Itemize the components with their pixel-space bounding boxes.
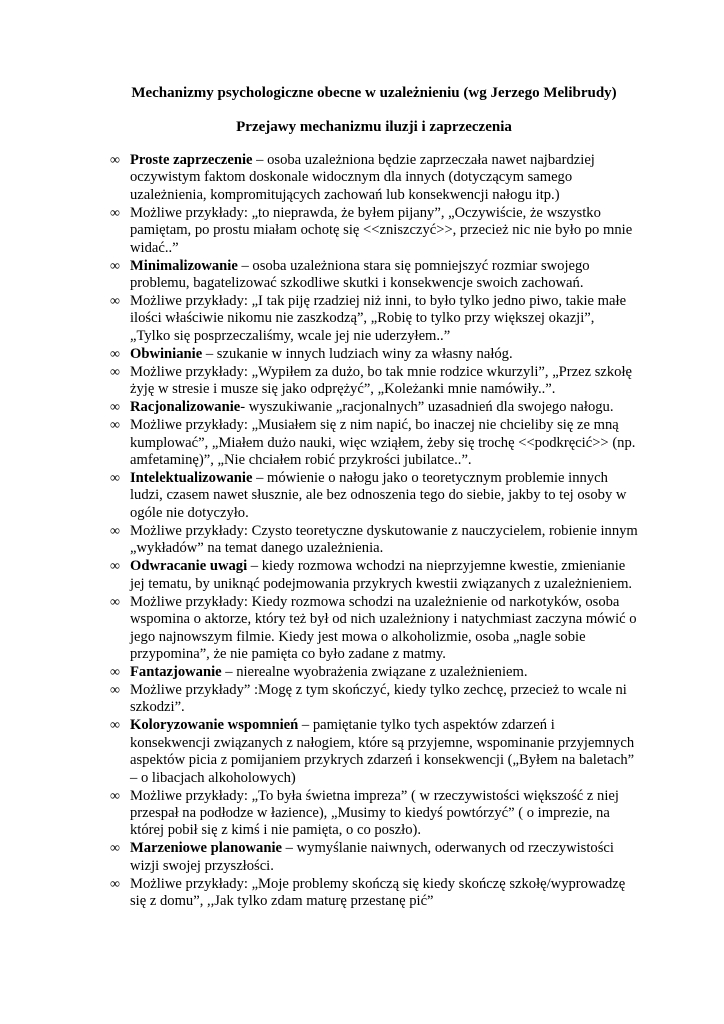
document-subtitle: Przejawy mechanizmu iluzji i zaprzeczenia	[236, 119, 512, 135]
mechanism-definition	[110, 840, 638, 875]
item-text: Możliwe przykłady: „Moje problemy skończą się kiedy skończę szkołę/wyprowadzę się z domu”, ,,Jak tylko zdam maturę przestanę pić”	[130, 875, 626, 910]
mechanism-example	[110, 523, 638, 558]
item-text: Możliwe przykłady: „To była świetna impreza” ( w rzeczywistości większość z niej przespał na podłodze w łazience), „Musimy to kiedyś powtórzyć” ( o imprezie, na której pobił się z kimś i nie pamięta, o co poszło).	[130, 787, 619, 839]
mechanism-example	[110, 788, 638, 840]
item-text: – pamiętanie tylko tych aspektów zdarzeń i konsekwencji związanych z nałogiem, które są przyjemne, wspominanie przyjemnych aspektów picia z pomijaniem przykrych zdarzeń i konsekwencji („Byłem na baletach” – o libacjach alkoholowych)	[130, 717, 635, 786]
infinity-bullet-icon: ∞	[110, 400, 120, 416]
infinity-bullet-icon: ∞	[110, 258, 120, 274]
mechanism-example	[110, 293, 638, 345]
item-text: – wymyślanie naiwnych, oderwanych od rzeczywistości wizji swojej przyszłości.	[130, 840, 614, 874]
mechanism-definition	[110, 470, 638, 522]
item-text: Możliwe przykłady: „Musiałem się z nim napić, bo inaczej nie chcieliby się ze mną kumplować”, „Miałem dużo nauki, więc wziąłem, żeby się trochę <<podkręcić>> (np. amfetaminę)”, „Nie chciałem robić przykrości jubilatce..”.	[130, 417, 636, 469]
item-text: – osoba uzależniona stara się pomniejszyć rozmiar swojego problemu, bagatelizować szkodliwe skutki i konsekwencje swoich zachowań.	[130, 257, 590, 292]
item-text: Możliwe przykłady” :Mogę z tym skończyć, kiedy tylko zechcę, przecież to wcale ni szkodzi”.	[130, 681, 627, 716]
mechanism-definition	[110, 664, 638, 681]
mechanism-example	[110, 594, 638, 664]
mechanism-definition	[110, 558, 638, 593]
infinity-bullet-icon: ∞	[110, 664, 120, 680]
mechanism-term: Proste zaprzeczenie	[130, 152, 253, 168]
infinity-bullet-icon: ∞	[110, 364, 120, 380]
item-text: Możliwe przykłady: „I tak piję rzadziej niż inni, to było tylko jedno piwo, takie małe ilości właściwie nikomu nie zaszkodzą”, „Robię to tylko przy większej okazji”, „Tylko się posprzeczaliśmy, wcale jej nie uderzyłem..”	[130, 293, 627, 344]
infinity-bullet-icon: ∞	[110, 841, 120, 857]
mechanism-example	[110, 876, 638, 911]
infinity-bullet-icon: ∞	[110, 559, 120, 575]
mechanism-term: Odwracanie uwagi	[130, 558, 248, 575]
item-text: Możliwe przykłady: Czysto teoretyczne dyskutowanie z nauczycielem, robienie innym „wykładów” na temat danego uzależnienia.	[130, 522, 638, 557]
infinity-bullet-icon: ∞	[110, 788, 120, 804]
infinity-bullet-icon: ∞	[110, 418, 120, 434]
item-text: – mówienie o nałogu jako o teoretycznym problemie innych ludzi, czasem nawet słusznie, ale bez odnoszenia tego do siebie, jakby to tej osoby w ogóle nie dotyczyło.	[130, 470, 627, 521]
mechanism-definition	[110, 717, 638, 787]
item-text: – nierealne wyobrażenia związane z uzależnieniem.	[221, 663, 528, 680]
mechanism-definition	[110, 346, 638, 363]
mechanism-example	[110, 682, 638, 717]
mechanism-term: Koloryzowanie wspomnień	[130, 717, 299, 734]
mechanism-definition	[110, 258, 638, 293]
infinity-bullet-icon: ∞	[110, 682, 120, 698]
mechanism-list	[110, 152, 638, 911]
item-text: Możliwe przykłady: „Wypiłem za dużo, bo tak mnie rodzice wkurzyli”, „Przez szkołę żyję w stresie i musze się jako odprężyć”, „Koleżanki mnie namówiły..”.	[130, 363, 633, 398]
infinity-bullet-icon: ∞	[110, 346, 120, 362]
infinity-bullet-icon: ∞	[110, 205, 120, 221]
mechanism-term: Intelektualizowanie	[130, 470, 253, 487]
item-text: Możliwe przykłady: „to nieprawda, że byłem pijany”, „Oczywiście, że wszystko pamiętam, po prostu miałam ochotę się <<zniszczyć>>, przecież nic nie było po mnie widać..”	[130, 204, 633, 256]
infinity-bullet-icon: ∞	[110, 594, 120, 610]
document-title: Mechanizmy psychologiczne obecne w uzależnieniu (wg Jerzego Melibrudy)	[131, 85, 617, 101]
mechanism-term: Fantazjowanie	[130, 663, 222, 680]
mechanism-definition	[110, 399, 638, 416]
item-text: Możliwe przykłady: Kiedy rozmowa schodzi na uzależnienie od narkotyków, osoba wspomina o aktorze, który też był od nich uzależniony i natychmiast zaczyna mówić o jego najnowszym filmie. Kiedy jest mowa o alkoholizmie, osoba „nagle sobie przypomina”, że nie pamięta co było zadane z matmy.	[130, 593, 637, 662]
item-text: - wyszukiwanie „racjonalnych” uzasadnień dla swojego nałogu.	[240, 399, 614, 416]
mechanism-definition	[110, 152, 638, 204]
item-text: – kiedy rozmowa wchodzi na nieprzyjemne kwestie, zmienianie jej tematu, by uniknąć podejmowania przykrych kwestii związanych z uzależnieniem.	[130, 558, 633, 592]
mechanism-example	[110, 205, 638, 257]
item-text: – szukanie w innych ludziach winy za własny nałóg.	[202, 345, 513, 362]
infinity-bullet-icon: ∞	[110, 523, 120, 539]
infinity-bullet-icon: ∞	[110, 876, 120, 892]
mechanism-term: Minimalizowanie	[130, 257, 238, 274]
mechanism-term: Racjonalizowanie	[130, 399, 241, 416]
infinity-bullet-icon: ∞	[110, 471, 120, 487]
infinity-bullet-icon: ∞	[110, 153, 120, 168]
infinity-bullet-icon: ∞	[110, 718, 120, 734]
infinity-bullet-icon: ∞	[110, 294, 120, 310]
mechanism-example	[110, 364, 638, 399]
mechanism-example	[110, 417, 638, 469]
mechanism-term: Marzeniowe planowanie	[130, 840, 283, 857]
item-text: – osoba uzależniona będzie zaprzeczała nawet najbardziej oczywistym faktom doskonale widocznym dla innych (dotyczącym samego uzależnienia, kompromitujących zachowań lub konsekwencji nałogu itp.)	[130, 152, 595, 203]
mechanism-term: Obwinianie	[130, 345, 203, 362]
